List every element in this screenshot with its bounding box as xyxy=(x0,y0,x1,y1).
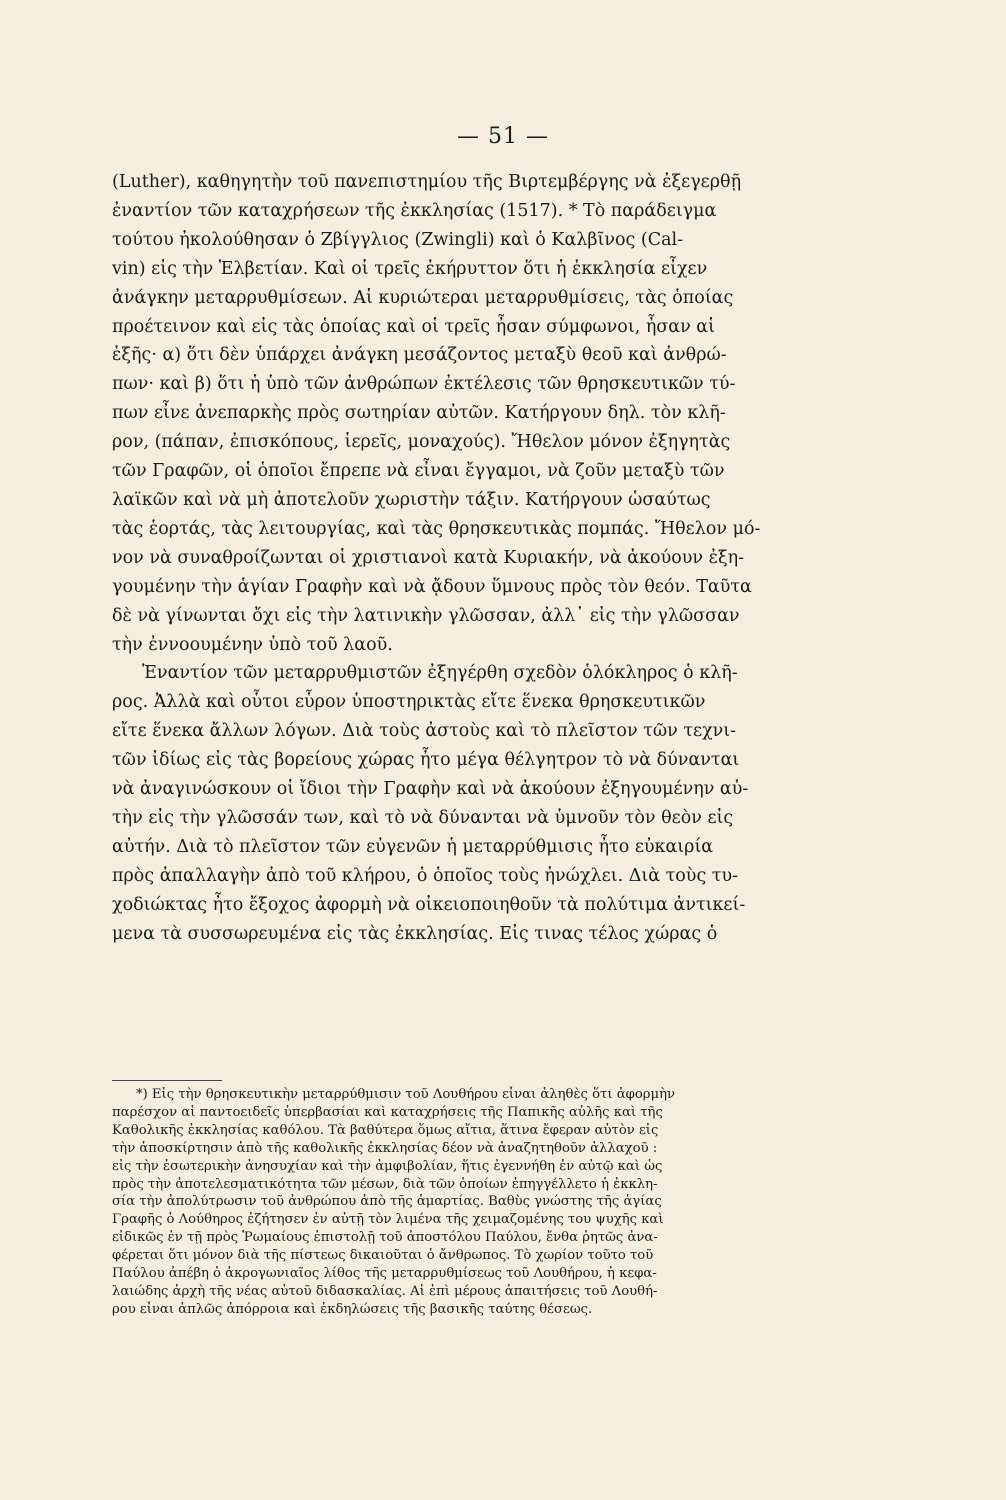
footnote xyxy=(112,1086,872,1319)
text-line: μενα τὰ συσσωρευμένα εἰς τὰς ἐκκλησίας. Εἰς τινας τέλος χώρας ὁ xyxy=(112,923,718,944)
text-line: νον νὰ συναθροίζωνται οἱ χριστιανοὶ κατὰ Κυριακήν, νὰ ἀκούουν ἐξη- xyxy=(112,547,745,568)
footnote-line: Καθολικῆς ἐκκλησίας καθόλου. Τὰ βαθύτερα ὅμως αἴτια, ἅτινα ἔφεραν αὐτὸν εἰς xyxy=(112,1122,659,1138)
text-line: vin) εἰς τὴν Ἑλβετίαν. Καὶ οἱ τρεῖς ἐκήρυττον ὅτι ἡ ἐκκλησία εἶχεν xyxy=(112,258,708,279)
text-line: ρον, (πάπαν, ἐπισκόπους, ἱερεῖς, μοναχούς). Ἤθελον μόνον ἐξηγητὰς xyxy=(112,432,731,453)
text-line: δὲ νὰ γίνωνται ὄχι εἰς τὴν λατινικὴν γλῶσσαν, ἀλλ᾽ εἰς τὴν γλῶσσαν xyxy=(112,605,740,626)
text-line: τὴν εἰς τὴν γλῶσσάν των, καὶ τὸ νὰ δύνανται νὰ ὑμνοῦν τὸν θεὸν εἰς xyxy=(112,807,734,828)
text-line: πων εἶνε ἀνεπαρκὴς πρὸς σωτηρίαν αὐτῶν. Κατήργουν δηλ. τὸν κλῆ- xyxy=(112,403,726,424)
body-text xyxy=(112,168,872,948)
text-line: ἑξῆς· α) ὅτι δὲν ὑπάρχει ἀνάγκη μεσάζοντος μεταξὺ θεοῦ καὶ ἀνθρώ- xyxy=(112,345,727,366)
paragraph-start-line: Ἐναντίον τῶν μεταρρυθμιστῶν ἐξηγέρθη σχεδὸν ὁλόκληρος ὁ κλῆ- xyxy=(142,663,738,684)
footnote-line: ρου εἶναι ἁπλῶς ἀπόρροια καὶ ἐκδηλώσεις τῆς βασικῆς ταύτης θέσεως. xyxy=(112,1301,593,1317)
text-line: εἴτε ἕνεκα ἄλλων λόγων. Διὰ τοὺς ἀστοὺς καὶ τὸ πλεῖστον τῶν τεχνι- xyxy=(112,721,737,742)
text-line: λαϊκῶν καὶ νὰ μὴ ἀποτελοῦν χωριστὴν τάξιν. Κατήργουν ὡσαύτως xyxy=(112,489,711,510)
page-number: — 51 — xyxy=(457,124,549,149)
text-line: τῶν ἰδίως εἰς τὰς βορείους χώρας ἦτο μέγα θέλγητρον τὸ νὰ δύνανται xyxy=(112,750,740,771)
footnote-line: φέρεται ὅτι μόνον διὰ τῆς πίστεως δικαιοῦται ὁ ἄνθρωπος. Τὸ χωρίον τοῦτο τοῦ xyxy=(112,1248,654,1264)
text-line: χοδιώκτας ἦτο ἔξοχος ἀφορμὴ νὰ οἰκειοποιηθοῦν τὰ πολύτιμα ἀντικεί- xyxy=(112,894,746,915)
text-line: ἀνάγκην μεταρρυθμίσεων. Αἱ κυριώτεραι μεταρρυθμίσεις, τὰς ὁποίας xyxy=(112,287,734,308)
footnote-line: εἰς τὴν ἐσωτερικὴν ἀνησυχίαν καὶ τὴν ἀμφιβολίαν, ἥτις ἐγεννήθη ἐν αὐτῷ καὶ ὡς xyxy=(112,1158,663,1174)
text-line: γουμένην τὴν ἁγίαν Γραφὴν καὶ νὰ ᾄδουν ὕμνους πρὸς τὸν θεόν. Ταῦτα xyxy=(112,576,752,597)
footnote-divider xyxy=(112,1080,222,1081)
footnote-line: σία τὴν ἀπολύτρωσιν τοῦ ἀνθρώπου ἀπὸ τῆς ἁμαρτίας. Βαθὺς γνώστης τῆς ἁγίας xyxy=(112,1194,662,1210)
footnote-line: τὴν ἀποσκίρτησιν ἀπὸ τῆς καθολικῆς ἐκκλησίας δέον νὰ ἀναζητηθοῦν ἀλλαχοῦ : xyxy=(112,1140,658,1156)
text-line: ρος. Ἀλλὰ καὶ οὗτοι εὗρον ὑποστηρικτὰς εἴτε ἕνεκα θρησκευτικῶν xyxy=(112,692,706,713)
footnote-line: Παύλου ἀπέβη ὁ ἀκρογωνιαῖος λίθος τῆς μεταρρυθμίσεως τοῦ Λουθήρου, ἡ κεφα- xyxy=(112,1266,657,1282)
footnote-line: Γραφῆς ὁ Λούθηρος ἐζήτησεν ἐν αὐτῇ τὸν λιμένα τῆς χειμαζομένης του ψυχῆς καὶ xyxy=(112,1212,664,1228)
text-line: (Luther), καθηγητὴν τοῦ πανεπιστημίου τῆς Βιρτεμβέργης νὰ ἐξεγερθῇ xyxy=(112,172,742,192)
footnote-line: πρὸς τὴν ἀποτελεσματικότητα τῶν μέσων, διὰ τῶν ὁποίων ἐπηγγέλλετο ἡ ἐκκλη- xyxy=(112,1176,658,1192)
text-line: τούτου ἠκολούθησαν ὁ Ζβίγγλιος (Zwingli) καὶ ὁ Καλβῖνος (Cal- xyxy=(112,229,684,250)
text-line: τὰς ἑορτάς, τὰς λειτουργίας, καὶ τὰς θρησκευτικὰς πομπάς. Ἤθελον μό- xyxy=(112,518,761,539)
text-line: ἐναντίον τῶν καταχρήσεων τῆς ἐκκλησίας (1517). * Τὸ παράδειγμα xyxy=(112,200,717,221)
footnote-line: *) Εἰς τὴν θρησκευτικὴν μεταρρύθμισιν τοῦ Λουθήρου εἶναι ἀληθὲς ὅτι ἀφορμὴν xyxy=(136,1087,676,1102)
text-line: τῶν Γραφῶν, οἱ ὁποῖοι ἔπρεπε νὰ εἶναι ἔγγαμοι, νὰ ζοῦν μεταξὺ τῶν xyxy=(112,461,725,482)
footnote-line: παρέσχον αἱ παντοειδεῖς ὑπερβασίαι καὶ καταχρήσεις τῆς Παπικῆς αὐλῆς καὶ τῆς xyxy=(112,1104,663,1120)
footnote-line: εἰδικῶς ἐν τῇ πρὸς Ῥωμαίους ἐπιστολῇ τοῦ ἀποστόλου Παύλου, ἔνθα ῥητῶς ἀνα- xyxy=(112,1230,658,1246)
text-line: αὐτήν. Διὰ τὸ πλεῖστον τῶν εὐγενῶν ἡ μεταρρύθμισις ἦτο εὐκαιρία xyxy=(112,836,714,857)
text-line: πρὸς ἀπαλλαγὴν ἀπὸ τοῦ κλήρου, ὁ ὁποῖος τοὺς ἠνώχλει. Διὰ τοὺς τυ- xyxy=(112,865,739,886)
text-line: προέτεινον καὶ εἰς τὰς ὁποίας καὶ οἱ τρεῖς ἦσαν σύμφωνοι, ἦσαν αἱ xyxy=(112,316,715,337)
text-line: πων· καὶ β) ὅτι ἡ ὑπὸ τῶν ἀνθρώπων ἐκτέλεσις τῶν θρησκευτικῶν τύ- xyxy=(112,374,736,395)
text-line: τὴν ἐννοουμένην ὑπὸ τοῦ λαοῦ. xyxy=(112,634,393,655)
footnote-line: λαιώδης ἀρχὴ τῆς νέας αὐτοῦ διδασκαλίας. Αἱ ἐπὶ μέρους ἀπαιτήσεις τοῦ Λουθή- xyxy=(112,1283,658,1299)
text-line: νὰ ἀναγινώσκουν οἱ ἴδιοι τὴν Γραφὴν καὶ νὰ ἀκούουν ἐξηγουμένην αὐ- xyxy=(112,779,749,800)
